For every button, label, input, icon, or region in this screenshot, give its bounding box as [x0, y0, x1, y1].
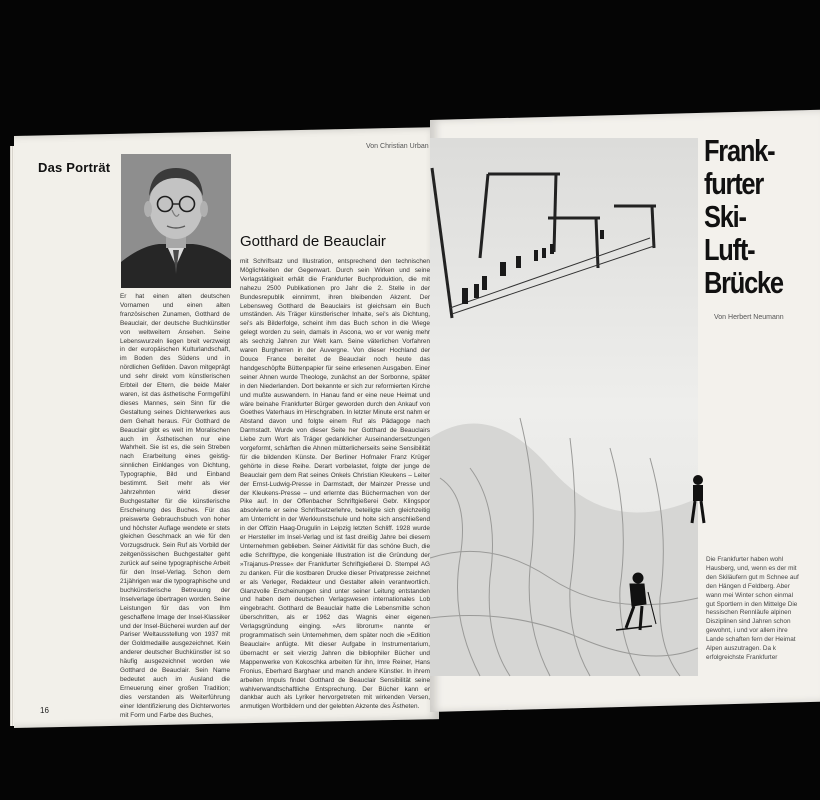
portrait-photo [121, 154, 231, 288]
page-number: 16 [40, 706, 49, 715]
headline-line: furter [704, 166, 764, 201]
headline-line: Ski- [704, 199, 746, 234]
headline-line: Brücke [704, 265, 783, 300]
article-column-1: Er hat einen alten deutschen Vornamen und einen alten französischen Zunamen, Gotthard de Beauclair, der deutsche Buchkünstler von weltweitem Ansehen. Seine Lebenswurzeln liegen breit verzweigt in der europäischen Kulturlandschaft, im Boden des Südens und in nördlichen Gefilden. Davon mitgeprägt und sehr direkt vom künstlerischen Erbteil der Eltern, die beide Maler waren, ist das ästhetische Formgefühl dieses Mannes, sein Sinn für die Gestaltung seines Dichterwerkes aus dem Gehalt heraus. Für Gotthard de Beauclair gibt es weit im Moralischen auch im Ästhetischen nur eine Wahrheit. Sie ist es, die sein Streben nach Erarbeitung eines geistig-sinnlichen Einklanges von Dichtung, Typographie, Bild und Einband bestimmt. Seit mehr als vier Jahrzehnten wirkt dieser Buchgestalter für die künstlerische Erscheinung des Buches. Für das preiswerte Gebrauchsbuch von hoher und höchster Auflage wendete er stets gleichen Geschmack an wie für den Vorzugsdruck. Sein Ruf als Vorbild der zeitgenössischen Buchgestalter geht zurück auf seine typographische Arbeit für den Insel-Verlag. Schon dem 21jährigen war die typographische und buchkünstlerische Betreuung der Inselverlage übertragen worden. Seine Leistungen für das von Ihm geschaffene Image der Insel-Klassiker und der Insel-Bücherei wurden auf der Pariser Weltausstellung von 1937 mit der Goldmedaille ausgezeichnet. Kein anderer deutscher Buchkünstler ist so häufig ausgezeichnet worden wie Gotthard de Beauclair. Sein Name bedeutet auch im Ausland die Erneuerung einer großen Tradition; dies verstanden als Weiterführung einer Identifizierung des Dichterwortes mit Form und Farbe des Buches, [120, 293, 230, 719]
headline-line: Frank- [704, 133, 775, 168]
article-title: Gotthard de Beauclair [240, 233, 386, 250]
ski-lift-photo [430, 138, 698, 676]
article-column-2: mit Schriftsatz und Illustration, entsprechend den technischen Möglichkeiten der Gegenwart. Durch sein Wirken und seine Verlagstätigkeit erhält die Frankfurter Buchproduktion, die mit nahezu 2500 Publikationen pro Jahr die 2. Stelle in der Bundesrepublik einnimmt, ihren bleibenden Akzent. Der Lebensweg Gotthard de Beauclairs ist gleichsam ein Buch umständen. Als Träger künstlerischer Inhalte, sei's als Dichtung, sei's als Bilderfolge, scheint ihm das Buch schon in die Wiege gelegt worden zu sein, damals in Ascona, wo er vor wenig mehr als sechzig Jahren zur Welt kam. Seine väterlichen Vorfahren waren Burgherren in der Auvergne. Von dieser Hochland der Douce France bereitet de Beauclair noch heute das handgeschöpfte Büttenpapier für seine erlesenen Ausgaben. Einer seiner Ahnen wurde Theologe, zunächst an der Sorbonne, später in den Niederlanden. Dort bekannte er sich zur reformierten Kirche und mußte auswandern. In Hanau fand er eine neue Heimat und wäre beinahe Frankfurter Bürger geworden durch den Ankauf von Goethes Vaterhaus im Hirschgraben. In letzter Minute erst nahm er Abstand davon und folgte einem Ruf als Pädagoge nach Darmstadt. Wurde von dieser Seite her Gotthard de Beauclairs Liebe zum Wort als Träger gedanklicher Auseinandersetzungen vorgeformt, schärften die Ahnen mütterlicherseits seine Sensibilität für die bildenden Künste. Der Berliner Hofmaler Franz Krüger gehörte in diese Reihe. Derart vorbelastet, folgte der junge de Beauclair gern dem Rat seines Onkels Christian Kleukens – Leiter der Ernst-Ludwig-Presse in Darmstadt, der Mainzer Presse und der Kleukens-Presse – und erlernte das Büchermachen von der Pike auf. In der Offenbacher Schriftgießerei Gebr. Klingspor absolvierte er seine Schriftsetzerlehre, beteiligte sich gleichzeitig am Unterricht in der Werkkunstschule und holte sich anschließend in der Offizin Haag-Drugulin in Leipzig letzten Schliff. 1928 wurde er Hersteller im Insel-Verlag und ist fast dreißig Jahre bei diesem Unternehmen geblieben. Seiner Aktivität für das schöne Buch, die edle Schrifttype, die kongeniale Illustration ist die Gründung der »Trajanus-Presse« der Frankfurter Schriftgießerei D. Stempel AG zu danken. Für die kostbaren Drucke dieser Privatpresse zeichnet er als Verleger, Redakteur und Gestalter allein verantwortlich. Glanzvolle Erscheinungen sind unter seiner Leitung entstanden und haben dem deutschen Verlagswesen internationales Lob eingebracht. Gotthard de Beauclair hatte die Lebensmitte schon überschritten, als er 1962 das Wagnis einer eigenen Verlagsgründung einging. »Ars librorum« nannte er programmatisch sein Unternehmen, dem später noch die »Edition Beauclair« anfügte. Mit dieser Aufgabe in Instrumentarium, übernacht er seit vierzig Jahren die bibliophiler Bücher und Mappenwerke von Kokoschka arbeiten für ihn, Imre Reiner, Hans Fronius, Eberhard Barghaer und manch andere Künstler. In ihrem arbeiten Impuls findet Gotthard de Beauclair Sensibilität seine wahlverwandtschaftliche Entsprechung. Der Bücher kann er dankbar auch als Lyriker hervorgetreten mit wirkenden Versen, anmutigen Wortbildern und der gelebten Akzente des Ästheten. [240, 258, 430, 711]
headline-line: Luft- [704, 232, 755, 267]
article-column-right: Die Frankfurter haben wohl Hausberg, und, wenn es der mit den Skiläufern gut m Schnee auf den Hängen d Feldberg. Aber wann mei Winter schon einmal gut Sportlern in den Mittelge Die hessischen Rennläufe alpinen Disziplinen sind Jahren schon gewohnt, i und vor allem ihre Lande schaften fern der Heimat Alpen auszutragen. Da k erfolgreichste Frankfurter [706, 556, 799, 661]
section-rubric: Das Porträt [38, 160, 111, 175]
author-byline: Von Christian Urban [366, 143, 429, 150]
author-byline-right: Von Herbert Neumann [714, 314, 784, 321]
article-headline [704, 134, 786, 299]
